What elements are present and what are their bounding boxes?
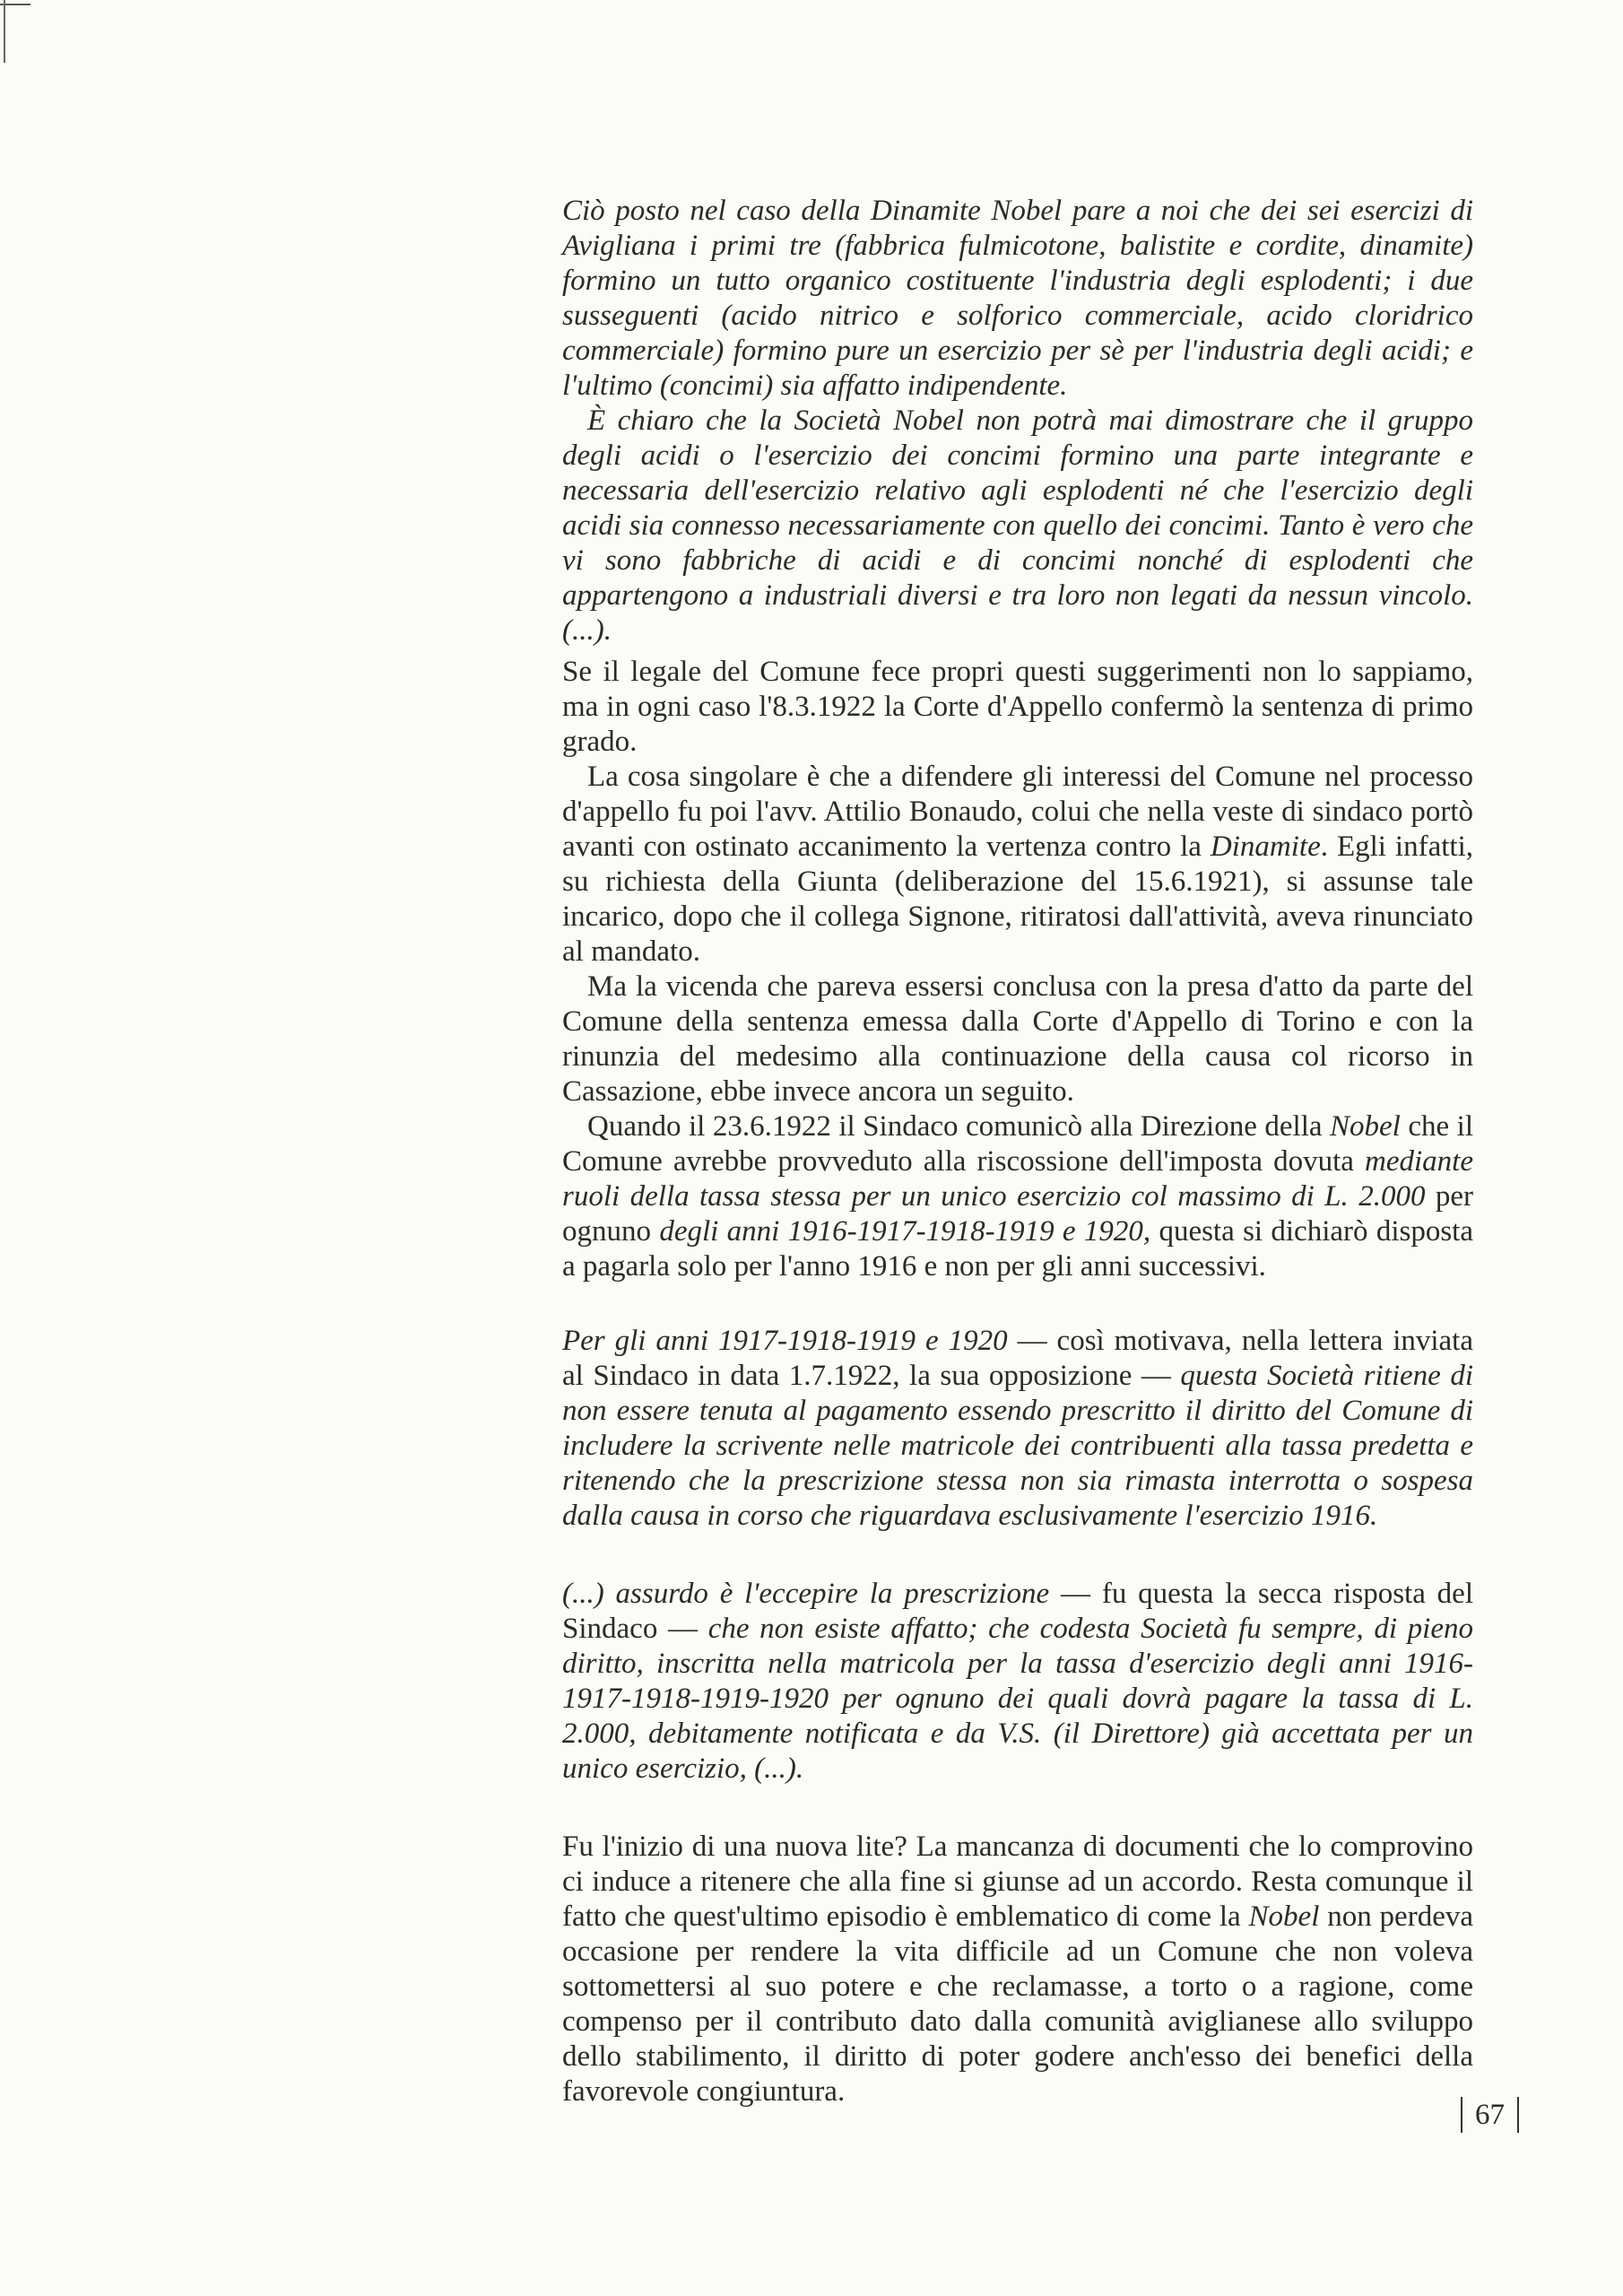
paragraph: Se il legale del Comune fece propri questi suggerimenti non lo sappiamo, ma in ogni caso l'8.3.1922 la Corte d'Appello confermò la sentenza di primo grado. — [562, 656, 1473, 758]
quote-nobel-opposizione — [562, 1324, 1473, 1534]
quote-paragraph: Per gli anni 1917-1918-1919 e 1920 — così motivava, nella lettera inviata al Sindaco in data 1.7.1922, la sua opposizione — questa Società ritiene di non essere tenuta al pagamento essendo prescritto il diritto del Comune di includere la scrivente nelle matricole dei contribuenti alla tassa predetta e ritenendo che la prescrizione stessa non sia rimasta interrotta o sospesa dalla causa in corso che riguardava esclusivamente l'esercizio 1916. — [562, 1325, 1474, 1532]
paragraph: Quando il 23.6.1922 il Sindaco comunicò alla Direzione della Nobel che il Comune avrebbe provveduto alla riscossione dell'imposta dovuta mediante ruoli della tassa stessa per un unico esercizio col massimo di L. 2.000 per ognuno degli anni 1916-1917-1918-1919 e 1920, questa si dichiarò disposta a pagarla solo per l'anno 1916 e non per gli anni successivi. — [562, 1110, 1473, 1283]
narrative-section-1 — [562, 655, 1473, 1284]
crop-mark — [4, 0, 5, 63]
quote-paragraph: È chiaro che la Società Nobel non potrà mai dimostrare che il gruppo degli acidi o l'esercizio dei concimi formino una parte integrante e necessaria dell'esercizio relativo agli esplodenti né che l'esercizio degli acidi sia connesso necessariamente con quello dei concimi. Tanto è vero che vi sono fabbriche di acidi e di concimi nonché di esplodenti che appartengono a industriali diversi e tra loro non legati da nessun vincolo. (...). — [562, 404, 1473, 647]
paragraph: La cosa singolare è che a difendere gli interessi del Comune nel processo d'appello fu poi l'avv. Attilio Bonaudo, colui che nella veste di sindaco portò avanti con ostinato accanimento la vertenza contro la Dinamite. Egli infatti, su richiesta della Giunta (deliberazione del 15.6.1921), si assunse tale incarico, dopo che il collega Signone, ritiratosi dall'attività, aveva rinunciato al mandato. — [562, 761, 1473, 968]
quote-paragraph: Ciò posto nel caso della Dinamite Nobel pare a noi che dei sei esercizi di Avigliana i primi tre (fabbrica fulmicotone, balistite e cordite, dinamite) formino un tutto organico costituente l'industria degli esplodenti; i due susseguenti (acido nitrico e solforico commerciale, acido cloridrico commerciale) formino pure un esercizio per sè per l'industria degli acidi; e l'ultimo (concimi) sia affatto indipendente. — [562, 195, 1473, 402]
page-number: 67 — [1461, 2097, 1519, 2133]
paragraph: Fu l'inizio di una nuova lite? La mancanza di documenti che lo comprovino ci induce a ritenere che alla fine si giunse ad un accordo. Resta comunque il fatto che quest'ultimo episodio è emblematico di come la Nobel non perdeva occasione per rendere la vita difficile ad un Comune che non voleva sottomettersi al suo potere e che reclamasse, a torto o a ragione, come compenso per il contributo dato dalla comunità aviglianese allo sviluppo dello stabilimento, il diritto di poter godere anch'esso dei benefici della favorevole congiuntura. — [562, 1831, 1473, 2108]
quote-sindaco-risposta — [562, 1577, 1473, 1787]
paragraph: Ma la vicenda che pareva essersi conclusa con la presa d'atto da parte del Comune della sentenza emessa dalla Corte d'Appello di Torino e con la rinunzia del medesimo alla continuazione della causa col ricorso in Cassazione, ebbe invece ancora un seguito. — [562, 970, 1473, 1108]
quote-nobel-esercizi — [562, 194, 1473, 648]
quote-paragraph: (...) assurdo è l'eccepire la prescrizione — fu questa la secca risposta del Sindaco — che non esiste affatto; che codesta Società fu sempre, di pieno diritto, inscritta nella matricola per la tassa d'esercizio degli anni 1916-1917-1918-1919-1920 per ognuno dei quali dovrà pagare la tassa di L. 2.000, debitamente notificata e da V.S. (il Direttore) già accettata per un unico esercizio, (...). — [562, 1578, 1473, 1785]
narrative-section-2 — [562, 1830, 1473, 2109]
